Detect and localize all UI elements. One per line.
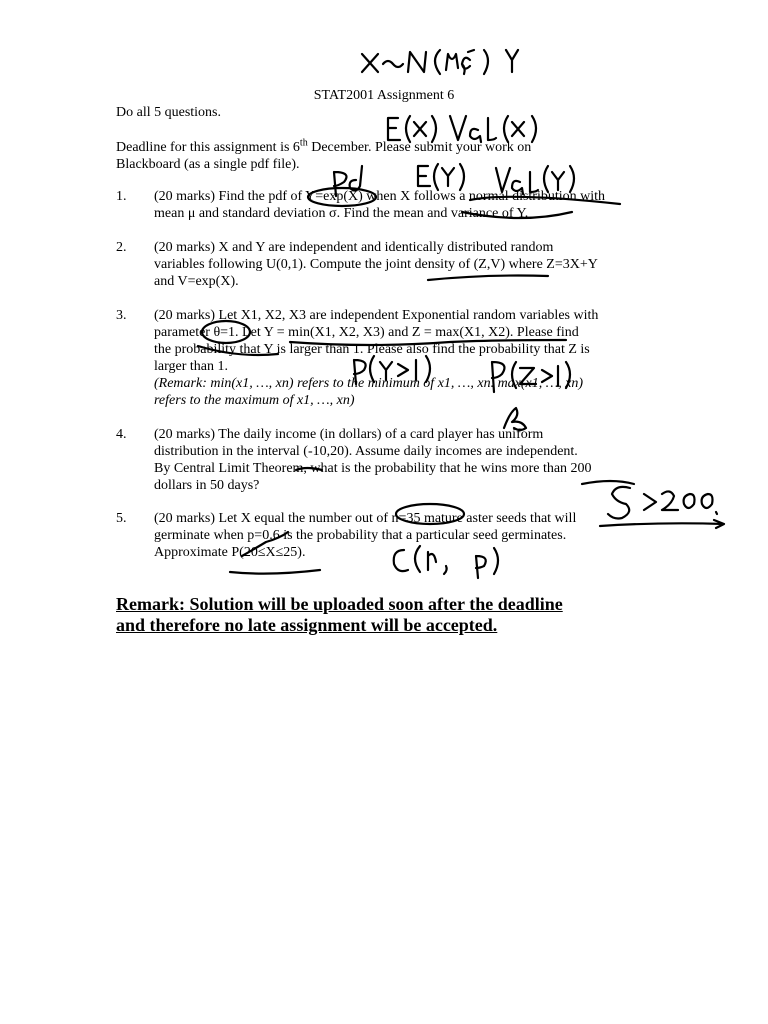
question-line: (20 marks) Find the pdf of Y=exp(X) when X follows a normal distribution with (154, 189, 606, 204)
deadline-sup: th (299, 137, 308, 149)
handwriting-underline (230, 570, 320, 574)
question-line: refers to the maximum of x1, …, xn) (154, 393, 355, 408)
question-body (154, 239, 644, 290)
remark-notice (116, 594, 563, 636)
question-number: 3. (116, 308, 127, 323)
question-number: 4. (116, 427, 127, 442)
question-line: larger than 1. (154, 359, 228, 374)
intro-text: Do all 5 questions. (116, 105, 221, 120)
question-body (154, 307, 644, 409)
remark-line-2: and therefore no late assignment will be accepted. (116, 615, 498, 635)
question-body (154, 510, 644, 561)
question-line: parameter θ=1. Let Y = min(X1, X2, X3) and Z = max(X1, X2). Please find (154, 325, 579, 340)
remark-line-1: Remark: Solution will be uploaded soon after the deadline (116, 594, 563, 614)
question-body (154, 426, 644, 494)
question-line: Approximate P(20≤X≤25). (154, 545, 306, 560)
question-number: 2. (116, 240, 127, 255)
question-line: the probability that Y is larger than 1. Please also find the probability that Z is (154, 342, 590, 357)
deadline-paragraph (116, 139, 531, 173)
question-line: (20 marks) X and Y are independent and identically distributed random (154, 240, 554, 255)
question-line: dollars in 50 days? (154, 478, 260, 493)
handwriting-normal-dist (362, 50, 518, 74)
question-line: and V=exp(X). (154, 274, 239, 289)
deadline-line-2: Blackboard (as a single pdf file). (116, 157, 300, 172)
question-number: 1. (116, 189, 127, 204)
question-line: mean μ and standard deviation σ. Find the mean and variance of Y. (154, 206, 529, 221)
question-line: (Remark: min(x1, …, xn) refers to the minimum of x1, …, xn. max(x1, …, xn) (154, 376, 584, 391)
deadline-line-1: Deadline for this assignment is 6th December. Please submit your work on (116, 137, 532, 155)
question-line: germinate when p=0.6 is the probability that a particular seed germinates. (154, 528, 567, 543)
question-number: 5. (116, 511, 127, 526)
question-line: (20 marks) Let X equal the number out of n=35 mature aster seeds that will (154, 511, 577, 526)
question-line: variables following U(0,1). Compute the joint density of (Z,V) where Z=3X+Y (154, 257, 598, 272)
question-line: (20 marks) The daily income (in dollars) of a card player has uniform (154, 427, 544, 442)
question-line: (20 marks) Let X1, X2, X3 are independent Exponential random variables with (154, 308, 599, 323)
question-line: By Central Limit Theorem, what is the probability that he wins more than 200 (154, 461, 592, 476)
question-body (154, 188, 644, 222)
document-title: STAT2001 Assignment 6 (313, 88, 455, 103)
question-line: distribution in the interval (-10,20). Assume daily incomes are independent. (154, 444, 578, 459)
